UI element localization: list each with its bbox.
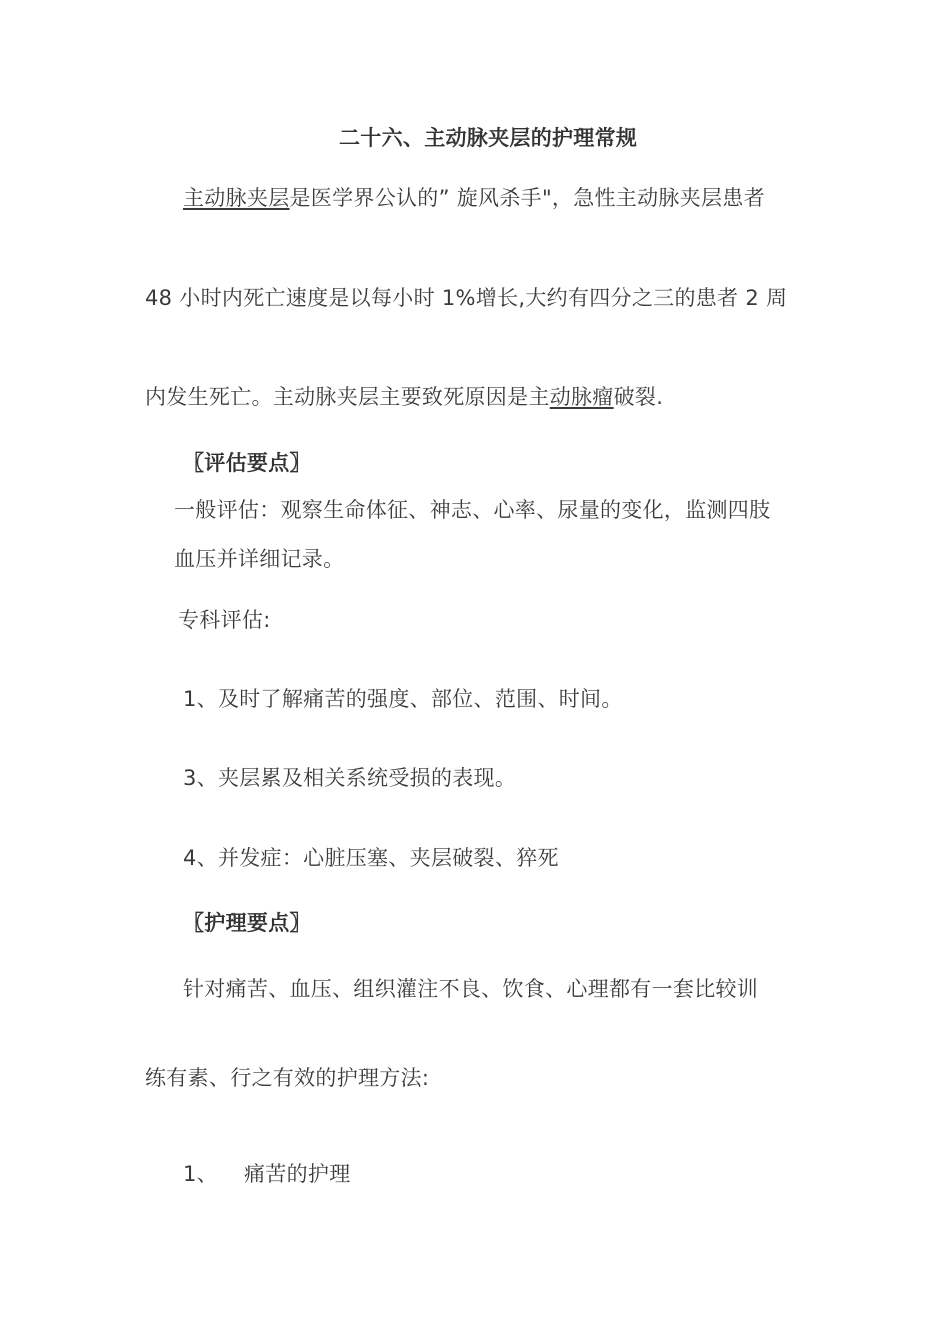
assessment-item-2: 3、夹层累及相关系统受损的表现。 bbox=[183, 766, 517, 790]
intro-line-3-pre: 内发生死亡。主动脉夹层主要致死原因是主 bbox=[145, 385, 550, 409]
assessment-item-3: 4、并发症：心脏压塞、夹层破裂、猝死 bbox=[183, 846, 559, 870]
aneurysm-link[interactable]: 动脉瘤 bbox=[549, 385, 614, 409]
intro-line-3-post: 破裂. bbox=[613, 385, 664, 409]
general-assessment-line-1: 一般评估：观察生命体征、神志、心率、尿量的变化，监测四肢 bbox=[174, 498, 771, 522]
nursing-item-1-text: 痛苦的护理 bbox=[244, 1162, 351, 1186]
page-title: 二十六、主动脉夹层的护理常规 bbox=[339, 126, 638, 150]
assessment-item-1: 1、及时了解痛苦的强度、部位、范围、时间。 bbox=[183, 687, 623, 711]
aortic-dissection-link[interactable]: 主动脉夹层 bbox=[183, 186, 290, 210]
nursing-intro-line-2: 练有素、行之有效的护理方法: bbox=[145, 1066, 430, 1090]
nursing-intro-line-1: 针对痛苦、血压、组织灌注不良、饮食、心理都有一套比较训 bbox=[183, 977, 759, 1001]
intro-line-2: 48 小时内死亡速度是以每小时 1%增长,大约有四分之三的患者 2 周 bbox=[145, 286, 788, 310]
special-assessment-label: 专科评估: bbox=[178, 608, 271, 632]
intro-line-1-text: 是医学界公认的” 旋风杀手"，急性主动脉夹层患者 bbox=[289, 186, 765, 210]
general-assessment-line-2: 血压并详细记录。 bbox=[174, 547, 345, 571]
assessment-heading: 〖评估要点〗 bbox=[183, 451, 311, 475]
nursing-heading: 〖护理要点〗 bbox=[183, 911, 311, 935]
nursing-item-1-number: 1、 bbox=[183, 1162, 218, 1186]
intro-line-1 bbox=[183, 184, 765, 212]
intro-line-3 bbox=[145, 383, 663, 411]
